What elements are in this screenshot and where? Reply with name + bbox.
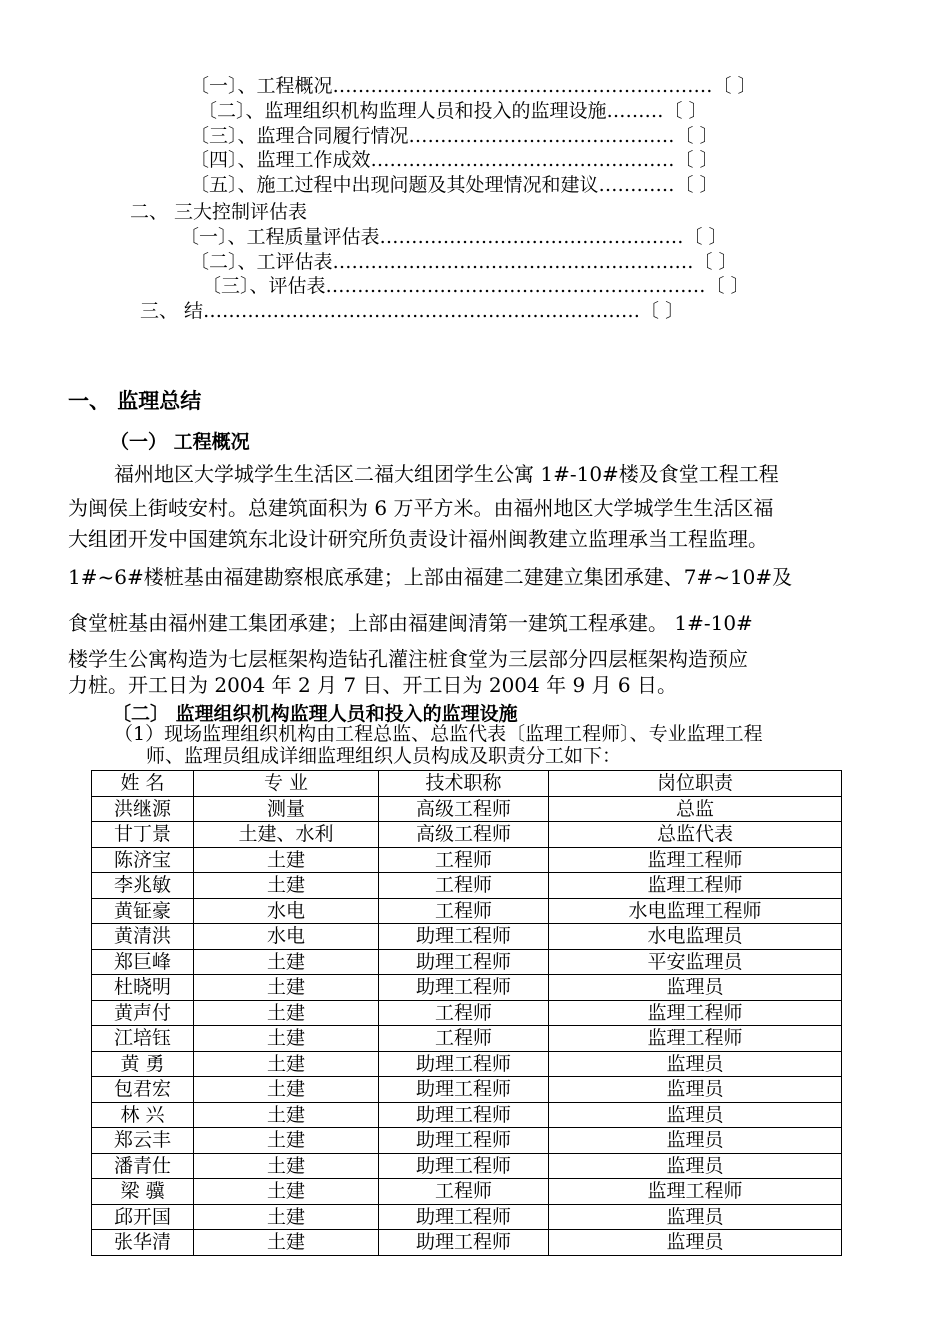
cell-specialty: 土建 <box>194 949 379 975</box>
table-row <box>92 796 842 822</box>
toc-item: 〔一〕、工程质量评估表…………………………………………〔 〕 <box>180 226 728 248</box>
cell-specialty: 土建 <box>194 975 379 1001</box>
table-row <box>92 898 842 924</box>
toc-item: 〔二〕、工评估表…………………………………………………〔 〕 <box>190 251 738 273</box>
cell-title: 工程师 <box>379 1179 549 1205</box>
cell-title: 助理工程师 <box>379 1230 549 1256</box>
cell-name: 张华清 <box>92 1230 194 1256</box>
cell-name: 包君宏 <box>92 1077 194 1103</box>
cell-specialty: 土建 <box>194 1230 379 1256</box>
cell-name: 洪继源 <box>92 796 194 822</box>
table-row <box>92 1000 842 1026</box>
cell-duty: 监理员 <box>549 1153 842 1179</box>
cell-duty: 监理工程师 <box>549 873 842 899</box>
header-duty: 岗位职责 <box>549 771 842 797</box>
toc-item: 〔一〕、工程概况……………………………………………………〔 〕 <box>190 75 757 97</box>
paragraph-line: 楼学生公寓构造为七层框架构造钻孔灌注桩食堂为三层部分四层框架构造预应 <box>68 647 748 671</box>
cell-title: 助理工程师 <box>379 1102 549 1128</box>
cell-duty: 监理工程师 <box>549 847 842 873</box>
cell-name: 甘丁景 <box>92 822 194 848</box>
table-header-row <box>92 771 842 797</box>
table-row <box>92 1179 842 1205</box>
table-row <box>92 1051 842 1077</box>
cell-duty: 监理工程师 <box>549 1026 842 1052</box>
cell-title: 助理工程师 <box>379 1128 549 1154</box>
cell-title: 助理工程师 <box>379 975 549 1001</box>
paragraph-line: 师、监理员组成详细监理组织人员构成及职责分工如下： <box>146 745 622 767</box>
paragraph-line: 大组团开发中国建筑东北设计研究所负责设计福州闽教建立监理承当工程监理。 <box>68 527 768 551</box>
cell-name: 黄钲豪 <box>92 898 194 924</box>
toc-item: 三、 结……………………………………………………………〔 〕 <box>140 300 685 322</box>
cell-duty: 监理员 <box>549 975 842 1001</box>
cell-duty: 平安监理员 <box>549 949 842 975</box>
paragraph-line: 力桩。开工日为 2004 年 2 月 7 日、开工日为 2004 年 9 月 6 日。 <box>68 673 677 697</box>
table-row <box>92 1230 842 1256</box>
cell-title: 助理工程师 <box>379 1051 549 1077</box>
cell-duty: 总监 <box>549 796 842 822</box>
cell-title: 助理工程师 <box>379 924 549 950</box>
staff-table <box>91 770 842 1256</box>
paragraph-line: 为闽侯上街岐安村。总建筑面积为 6 万平方米。由福州地区大学城学生生活区福 <box>68 496 774 520</box>
table-row <box>92 1077 842 1103</box>
cell-title: 助理工程师 <box>379 949 549 975</box>
paragraph-line: （1）现场监理组织机构由工程总监、总监代表〔监理工程师〕、专业监理工程 <box>114 723 763 745</box>
cell-duty: 水电监理员 <box>549 924 842 950</box>
table-row <box>92 822 842 848</box>
cell-title: 高级工程师 <box>379 822 549 848</box>
cell-specialty: 土建 <box>194 1204 379 1230</box>
cell-name: 陈济宝 <box>92 847 194 873</box>
section-title: 一、 监理总结 <box>68 389 202 413</box>
toc-item: 〔二〕、监理组织机构监理人员和投入的监理设施………〔 〕 <box>198 100 708 122</box>
cell-specialty: 土建 <box>194 847 379 873</box>
cell-specialty: 土建 <box>194 1102 379 1128</box>
cell-title: 工程师 <box>379 1000 549 1026</box>
table-row <box>92 949 842 975</box>
cell-name: 潘青仕 <box>92 1153 194 1179</box>
header-title: 技术职称 <box>379 771 549 797</box>
cell-specialty: 水电 <box>194 924 379 950</box>
header-specialty: 专 业 <box>194 771 379 797</box>
cell-specialty: 土建、水利 <box>194 822 379 848</box>
cell-name: 郑巨峰 <box>92 949 194 975</box>
cell-specialty: 测量 <box>194 796 379 822</box>
cell-title: 助理工程师 <box>379 1077 549 1103</box>
table-row <box>92 924 842 950</box>
cell-specialty: 土建 <box>194 1128 379 1154</box>
cell-duty: 水电监理工程师 <box>549 898 842 924</box>
cell-name: 黄 勇 <box>92 1051 194 1077</box>
cell-specialty: 土建 <box>194 1153 379 1179</box>
paragraph-line: 食堂桩基由福州建工集团承建；上部由福建闽清第一建筑工程承建。 1#-10# <box>68 611 753 635</box>
paragraph-line: 1#~6#楼桩基由福建勘察根底承建；上部由福建二建建立集团承建、7#~10#及 <box>68 565 793 589</box>
cell-specialty: 土建 <box>194 1179 379 1205</box>
subsection-title: （一） 工程概况 <box>110 431 250 453</box>
table-row <box>92 1128 842 1154</box>
cell-duty: 监理工程师 <box>549 1179 842 1205</box>
table-row <box>92 1153 842 1179</box>
cell-duty: 监理工程师 <box>549 1000 842 1026</box>
cell-duty: 监理员 <box>549 1204 842 1230</box>
toc-item: 〔四〕、监理工作成效…………………………………………〔 〕 <box>190 149 719 171</box>
cell-duty: 监理员 <box>549 1230 842 1256</box>
cell-title: 工程师 <box>379 898 549 924</box>
cell-name: 邱开国 <box>92 1204 194 1230</box>
cell-specialty: 土建 <box>194 1051 379 1077</box>
cell-name: 李兆敏 <box>92 873 194 899</box>
table-row <box>92 873 842 899</box>
table-row <box>92 975 842 1001</box>
table-row <box>92 1102 842 1128</box>
cell-title: 工程师 <box>379 873 549 899</box>
table-row <box>92 1026 842 1052</box>
cell-specialty: 水电 <box>194 898 379 924</box>
cell-name: 江培钰 <box>92 1026 194 1052</box>
cell-name: 林 兴 <box>92 1102 194 1128</box>
cell-title: 高级工程师 <box>379 796 549 822</box>
toc-item: 〔三〕、监理合同履行情况……………………………………〔 〕 <box>190 125 719 147</box>
cell-name: 黄声付 <box>92 1000 194 1026</box>
cell-duty: 总监代表 <box>549 822 842 848</box>
cell-specialty: 土建 <box>194 1000 379 1026</box>
cell-name: 梁 骥 <box>92 1179 194 1205</box>
cell-name: 黄清洪 <box>92 924 194 950</box>
cell-name: 杜晓明 <box>92 975 194 1001</box>
cell-title: 助理工程师 <box>379 1153 549 1179</box>
cell-title: 助理工程师 <box>379 1204 549 1230</box>
cell-specialty: 土建 <box>194 1077 379 1103</box>
toc-item: 〔五〕、施工过程中出现问题及其处理情况和建议…………〔 〕 <box>190 174 719 196</box>
toc-item: 〔三〕、评估表……………………………………………………〔 〕 <box>202 275 750 297</box>
cell-title: 工程师 <box>379 847 549 873</box>
cell-duty: 监理员 <box>549 1051 842 1077</box>
paragraph-line: 福州地区大学城学生生活区二福大组团学生公寓 1#-10#楼及食堂工程工程 <box>114 462 779 486</box>
subsection-title: 〔二〕 监理组织机构监理人员和投入的监理设施 <box>112 703 518 725</box>
cell-duty: 监理员 <box>549 1102 842 1128</box>
cell-name: 郑云丰 <box>92 1128 194 1154</box>
toc-item: 二、 三大控制评估表 <box>130 201 308 223</box>
cell-duty: 监理员 <box>549 1077 842 1103</box>
table-row <box>92 1204 842 1230</box>
cell-title: 工程师 <box>379 1026 549 1052</box>
cell-duty: 监理员 <box>549 1128 842 1154</box>
cell-specialty: 土建 <box>194 873 379 899</box>
cell-specialty: 土建 <box>194 1026 379 1052</box>
table-row <box>92 847 842 873</box>
header-name: 姓 名 <box>92 771 194 797</box>
